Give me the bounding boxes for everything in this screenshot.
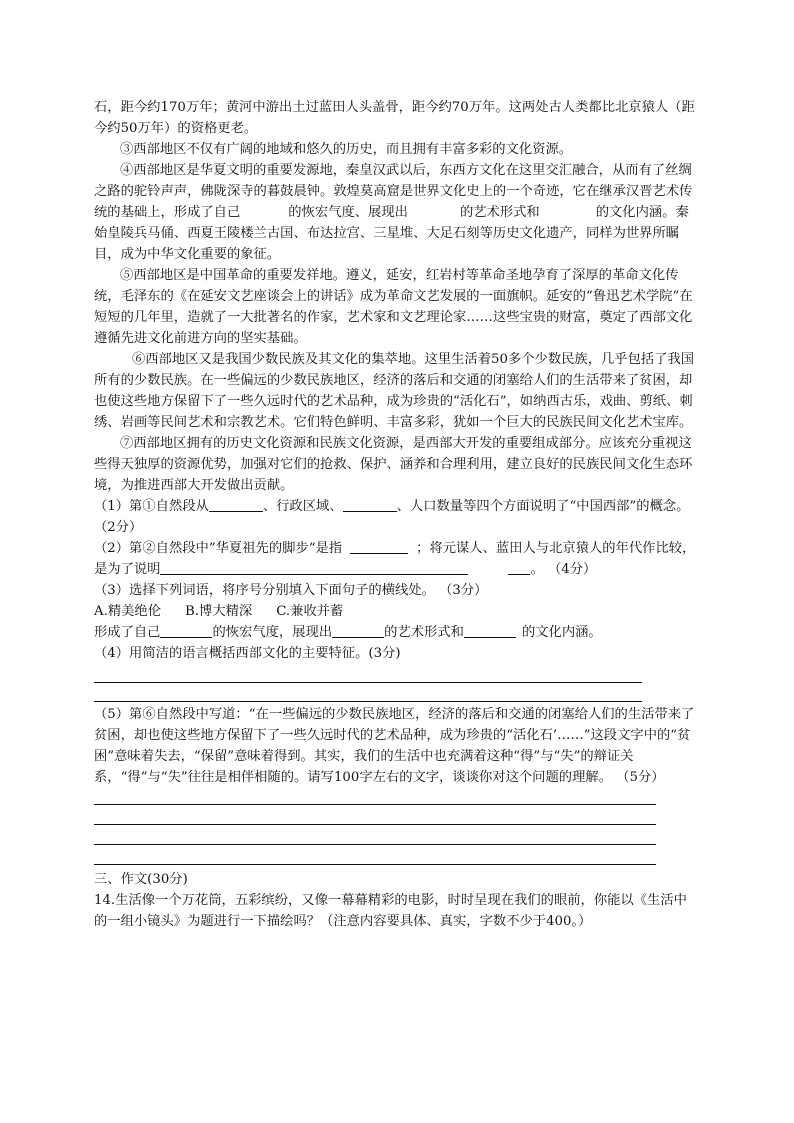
question-1-blank-1[interactable] — [209, 497, 263, 512]
paragraph-5: ⑤西部地区是中国革命的重要发祥地。遵义，延安，红岩村等革命圣地孕育了深厚的革命文化传统，毛泽东的《在延安文艺座谈会上的讲话》成为革命文艺发展的一面旗帜。延安的“鲁迅艺术学院”在短短的几年里，造就了一大批著名的作家，艺术家和文艺理论家……这些宝贵的财富，奠定了西部文化遵循先进文化前进方向的坚实基础。 — [94, 268, 693, 346]
question-3-text-b: 的恢宏气度，展现出 — [212, 625, 333, 640]
paragraph-4-text-b: 的恢宏气度、展现出 — [288, 205, 408, 220]
question-3-text-a: 形成了自己 — [94, 625, 161, 640]
question-3-blank-3[interactable] — [464, 623, 516, 638]
answer-space — [94, 664, 696, 682]
question-2-text-a: （2）第②自然段中”华夏祖先的脚步“是指 — [94, 541, 343, 556]
answer-line-q4-2[interactable] — [94, 701, 642, 702]
paragraph-3: ③西部地区不仅有广阔的地域和悠久的历史，而且拥有丰富多彩的文化资源。 — [120, 142, 573, 157]
question-14: 14.生活像一个万花筒，五彩缤纷，又像一幕幕精彩的电影，时时呈现在我们的眼前，你能以《生活中的一组小镜头》为题进行一下描绘吗？（注意内容要具体、真实，字数不少于400。） — [94, 893, 687, 929]
question-3-choices — [94, 601, 696, 622]
question-3-text-d: 的文化内涵。 — [521, 625, 602, 640]
answer-line-q5-4[interactable] — [94, 864, 656, 865]
question-1-text-a: （1）第①自然段从 — [94, 499, 209, 514]
question-4: （4）用简洁的语言概括西部文化的主要特征。(3分) — [94, 646, 401, 661]
question-2-text-c: 。 （4分） — [530, 562, 597, 577]
choice-a: A.精美绝伦 — [94, 604, 162, 619]
question-3-text-c: 的艺术形式和 — [384, 625, 464, 640]
question-3: （3）选择下列词语，将序号分别填入下面句子的横线处。 （3分） — [94, 583, 488, 598]
paragraph-4-text-c: 的艺术形式和 — [459, 205, 540, 220]
paragraph-4-text-d: 的文化内涵。秦始皇陵兵马俑、西夏王陵楼兰古国、布达拉宫、三星堆、大足石刻等历史文化遗产，同样为世界所瞩目，成为中华文化重要的象征。 — [94, 205, 689, 262]
answer-space — [94, 825, 696, 844]
answer-space — [94, 788, 696, 804]
answer-space — [94, 805, 696, 824]
paragraph-4 — [94, 160, 696, 265]
paragraph-6: ⑥西部地区又是我国少数民族及其文化的集萃地。这里生活着50多个少数民族，几乎包括了我国所有的少数民族。在一些偏远的少数民族地区，经济的落后和交通的闭塞给人们的生活带来了贫困，却也使这些地方保留下了一些久远时代的艺术品种，成为珍贵的“活化石”，如纳西古乐，戏曲、剪纸、刺绣、岩画等民间艺术和宗教艺术。它们特色鲜明、丰富多彩，犹如一个巨大的民族民间文化艺术宝库。 — [94, 352, 695, 430]
choice-c: C.兼收并蓄 — [276, 604, 344, 619]
question-2-text-b: ；将元谋人、蓝田人与北京猿人的年代作比较，是为了说明 — [94, 541, 696, 577]
paragraph-4-text-a: ④西部地区是华夏文明的重要发源地，秦皇汉武以后，东西方文化在这里交汇融合，从而有了丝绸之路的驼铃声声，佛陇深寺的暮鼓晨钟。敦煌莫高窟是世界文化史上的一个奇迹，它在继承汉晋艺术传统的基础上，形成了自己 — [94, 163, 693, 220]
question-1 — [94, 496, 696, 538]
document-page — [94, 97, 696, 932]
question-5: （5）第⑥自然段中写道：“在一些偏远的少数民族地区，经济的落后和交通的闭塞给人们的生活带来了贫困，却也使这些地方保留下了一些久远时代的艺术品种，成为珍贵的“活化石’……”这段文字中的“贫困”意味着失去，“保留”意味着得到。其实，我们的生活中也充满着这种“得”与“失”的辩证关系，“得”与“失”往往是相伴相随的。请写100字左右的文字，谈谈你对这个问题的理解。 （5分） — [94, 707, 695, 785]
paragraph-2-end: 石，距今约170万年；黄河中游出土过蓝田人头盖骨，距今约70万年。这两处古人类都比北京猿人（距今约50万年）的资格更老。 — [94, 100, 695, 136]
question-2-blank-1[interactable] — [350, 539, 408, 554]
answer-space — [94, 845, 696, 864]
question-2 — [94, 538, 696, 580]
question-1-text-c: 、人口数量等四个方面说明了“中国西部”的概念。 （2分） — [94, 499, 690, 535]
choice-b: B.博大精深 — [185, 604, 253, 619]
section-3-heading: 三、作文(30分) — [94, 872, 188, 887]
question-3-blank-2[interactable] — [332, 623, 384, 638]
question-1-text-b: 、行政区域、 — [262, 499, 343, 514]
question-2-blank-3[interactable] — [508, 560, 530, 575]
answer-space — [94, 683, 696, 701]
question-2-blank-2[interactable] — [160, 560, 468, 575]
question-3-sentence — [94, 622, 696, 643]
paragraph-7: ⑦西部地区拥有的历史文化资源和民族文化资源，是西部大开发的重要组成部分。应该充分重视这些得天独厚的资源优势，加强对它们的抢救、保护、涵养和合理利用，建立良好的民族民间文化生态环境，为推进西部大开发做出贡献。 — [94, 436, 693, 493]
question-1-blank-2[interactable] — [343, 497, 397, 512]
question-3-blank-1[interactable] — [160, 623, 212, 638]
